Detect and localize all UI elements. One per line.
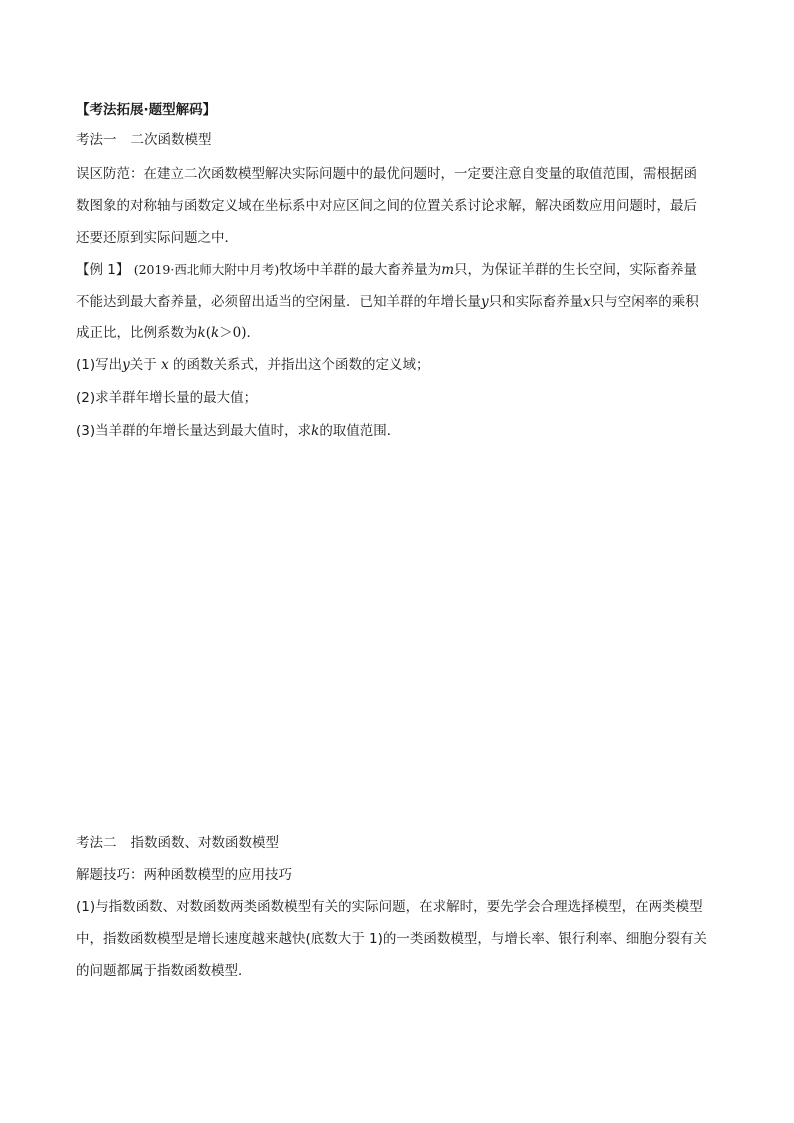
method2-point-line-2: 中，指数函数模型是增长速度越来越快(底数大于 1)的一类函数模型，与增长率、银行利率、细胞分裂有关 bbox=[76, 931, 707, 947]
question-text: 关于 bbox=[129, 357, 157, 373]
variable-k: k bbox=[197, 325, 206, 341]
example1-text: 只和实际畜养量 bbox=[488, 294, 584, 310]
example1-tag: 【例 1】 bbox=[76, 262, 130, 278]
method1-title: 二次函数模型 bbox=[130, 132, 212, 148]
method1-heading bbox=[76, 130, 726, 150]
example1-text: ＞0)． bbox=[219, 325, 261, 341]
method1-label: 考法一 bbox=[76, 132, 117, 148]
variable-k: k bbox=[311, 423, 320, 439]
variable-m: m bbox=[441, 262, 455, 278]
question-text: 的取值范围． bbox=[319, 423, 401, 439]
example1-line-2 bbox=[76, 292, 726, 312]
question-text: (1)写出 bbox=[76, 357, 123, 373]
question-3 bbox=[76, 421, 726, 441]
example1-text: ( bbox=[205, 325, 211, 341]
example1-text: 只与空闲率的乘积 bbox=[590, 294, 699, 310]
example1-source: (2019·西北师大附中月考) bbox=[133, 262, 280, 277]
example1-text: 牧场中羊群的最大畜养量为 bbox=[279, 262, 442, 278]
example1-text: 不能达到最大畜养量，必须留出适当的空闲量．已知羊群的年增长量 bbox=[76, 294, 481, 310]
method1-tip-line-3: 还要还原到实际问题之中． bbox=[76, 230, 238, 246]
variable-y: y bbox=[481, 294, 489, 310]
question-2: (2)求羊群年增长量的最大值； bbox=[76, 390, 258, 406]
variable-y: y bbox=[122, 357, 130, 373]
example1-text: 成正比，比例系数为 bbox=[76, 325, 198, 341]
variable-x: x bbox=[161, 357, 169, 373]
method1-tip-line-1: 误区防范：在建立二次函数模型解决实际问题中的最优问题时，一定要注意自变量的取值范围，需根据函 bbox=[76, 166, 697, 182]
section-header: 【考法拓展·题型解码】 bbox=[76, 102, 217, 118]
example1-line-3 bbox=[76, 323, 726, 343]
example1-line-1 bbox=[76, 260, 726, 280]
example1-text: 只，为保证羊群的生长空间，实际畜养量 bbox=[454, 262, 698, 278]
method2-tip-title: 解题技巧：两种函数模型的应用技巧 bbox=[76, 867, 292, 883]
question-1 bbox=[76, 355, 726, 375]
method2-point-line-3: 的问题都属于指数函数模型． bbox=[76, 963, 252, 979]
method1-tip-line-2: 数图象的对称轴与函数定义域在坐标系中对应区间之间的位置关系讨论求解，解决函数应用问题时，最后 bbox=[76, 198, 697, 214]
method2-label: 考法二 bbox=[76, 835, 117, 851]
method2-title: 指数函数、对数函数模型 bbox=[130, 835, 279, 851]
method2-heading bbox=[76, 833, 726, 853]
question-text: 的函数关系式，并指出这个函数的定义域； bbox=[172, 357, 430, 373]
variable-k: k bbox=[210, 325, 220, 341]
variable-x: x bbox=[583, 294, 591, 310]
question-text: (3)当羊群的年增长量达到最大值时，求 bbox=[76, 423, 312, 439]
method2-point-line-1: (1)与指数函数、对数函数两类函数模型有关的实际问题，在求解时，要先学会合理选择模型，在两类模型 bbox=[76, 899, 703, 915]
